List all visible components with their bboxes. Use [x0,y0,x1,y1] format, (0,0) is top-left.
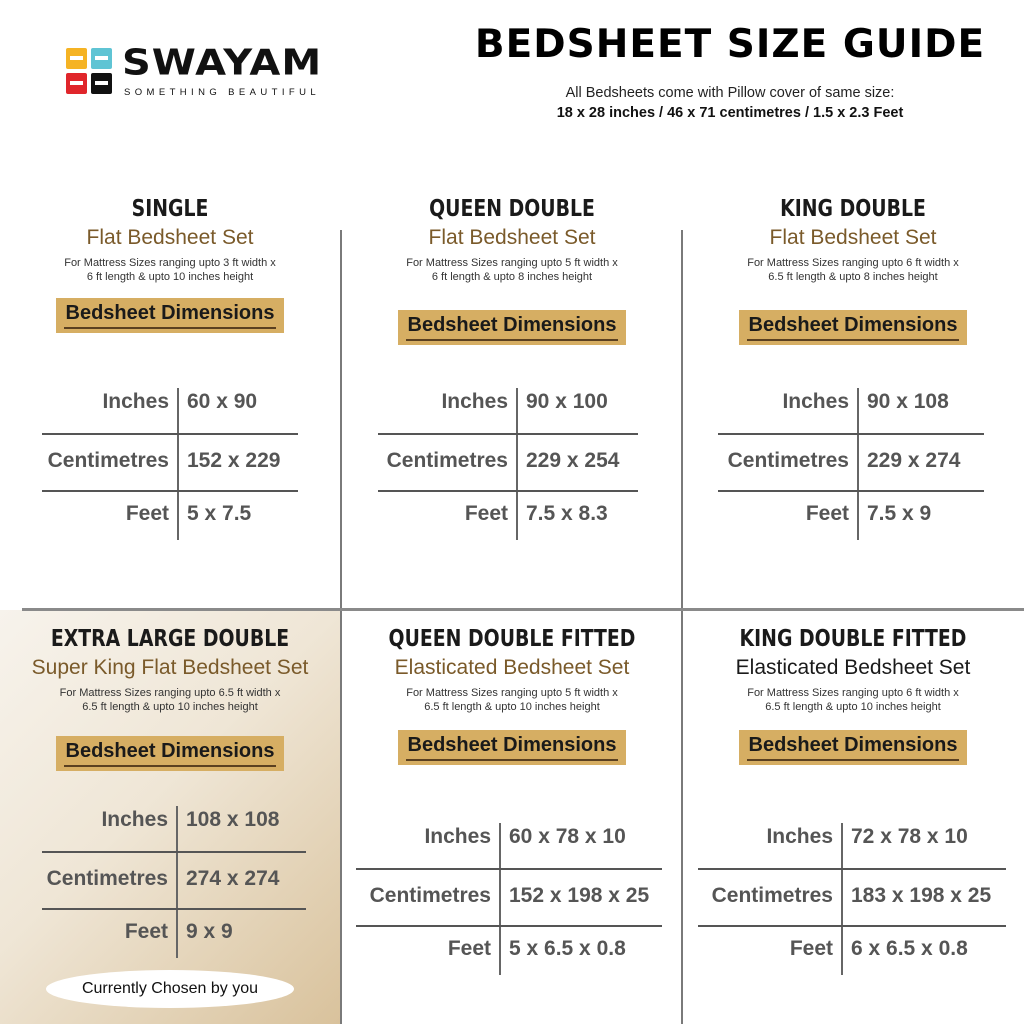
table-row [378,390,638,448]
dimensions-label [56,298,285,333]
row-value: 9 x 9 [186,920,233,943]
table-row [698,937,1006,995]
desc-line: 6.5 ft length & upto 10 inches height [424,701,600,713]
dimensions-label [56,736,285,771]
row-value: 108 x 108 [186,808,280,831]
row-label: Centimetres [711,884,833,907]
row-value: 5 x 6.5 x 0.8 [509,937,626,960]
desc-line: For Mattress Sizes ranging upto 5 ft width x [406,257,618,269]
brand-name: SWAYAM [122,42,323,84]
row-value: 152 x 229 [187,449,281,472]
brand-tagline: SOMETHING BEAUTIFUL [124,87,321,98]
row-label: Inches [102,390,169,413]
card-description [683,256,1023,284]
row-label: Inches [766,825,833,848]
card-title: SINGLE [131,196,209,222]
desc-line: For Mattress Sizes ranging upto 6.5 ft width x [59,687,281,699]
dimensions-label-text: Bedsheet Dimensions [64,740,277,767]
row-label: Feet [789,937,833,960]
row-label: Inches [424,825,491,848]
dimensions-table-king-double [718,388,984,540]
table-row [42,867,306,925]
desc-line: 6.5 ft length & upto 10 inches height [765,701,941,713]
table-row [718,449,984,507]
row-value: 60 x 78 x 10 [509,825,626,848]
desc-line: 6 ft length & upto 8 inches height [431,271,593,283]
row-label: Inches [441,390,508,413]
row-value: 7.5 x 9 [867,502,932,525]
desc-line: For Mattress Sizes ranging upto 6 ft width x [747,687,959,699]
row-label: Inches [782,390,849,413]
size-card-queen-double-fitted[interactable] [342,626,682,765]
card-title: KING DOUBLE [780,196,926,222]
table-row [356,884,662,942]
row-label: Centimetres [727,449,849,472]
dimensions-table-queen-double-fitted [356,823,662,975]
card-subtitle: Super King Flat Bedsheet Set [31,656,309,679]
card-title: QUEEN DOUBLE FITTED [388,626,636,652]
table-row [356,825,662,883]
row-value: 152 x 198 x 25 [509,884,650,907]
desc-line: 6 ft length & upto 10 inches height [86,271,254,283]
dimensions-label [398,310,627,345]
desc-line: For Mattress Sizes ranging upto 6 ft width x [747,257,959,269]
desc-line: For Mattress Sizes ranging upto 5 ft width x [406,687,618,699]
currently-chosen-badge: Currently Chosen by you [46,970,294,1008]
logo-mark-icon [66,48,112,94]
dimensions-label [398,730,627,765]
row-label: Centimetres [386,449,508,472]
table-row [698,825,1006,883]
row-label: Feet [805,502,849,525]
card-title: KING DOUBLE FITTED [739,626,967,652]
dimensions-label-text: Bedsheet Dimensions [64,302,277,329]
card-title: QUEEN DOUBLE [429,196,595,222]
card-description [0,256,340,284]
dimensions-label [739,310,968,345]
card-title: EXTRA LARGE DOUBLE [50,626,290,652]
row-value: 229 x 254 [526,449,620,472]
row-label: Centimetres [47,449,169,472]
dimensions-label-text: Bedsheet Dimensions [406,734,619,761]
row-value: 229 x 274 [867,449,961,472]
table-row [718,390,984,448]
page-title: BEDSHEET SIZE GUIDE [474,22,986,67]
card-description [342,256,682,284]
row-value: 183 x 198 x 25 [851,884,992,907]
pillow-note: All Bedsheets come with Pillow cover of same size: [565,85,895,101]
size-card-queen-double[interactable] [342,196,682,345]
dimensions-table-extra-large-double [42,806,306,958]
size-card-single[interactable] [0,196,340,333]
dimensions-label-text: Bedsheet Dimensions [747,314,960,341]
table-row [356,937,662,995]
card-subtitle: Flat Bedsheet Set [769,226,937,249]
row-label: Feet [124,920,168,943]
row-label: Feet [447,937,491,960]
row-value: 90 x 108 [867,390,949,413]
card-subtitle: Elasticated Bedsheet Set [394,656,630,679]
table-row [378,449,638,507]
table-row [42,502,298,560]
row-label: Feet [464,502,508,525]
table-row [378,502,638,560]
row-value: 90 x 100 [526,390,608,413]
row-value: 6 x 6.5 x 0.8 [851,937,968,960]
size-card-king-double[interactable] [683,196,1023,345]
row-value: 72 x 78 x 10 [851,825,968,848]
card-description [0,686,340,714]
pillow-size: 18 x 28 inches / 46 x 71 centimetres / 1.5 x 2.3 Feet [556,105,904,121]
dimensions-label-text: Bedsheet Dimensions [747,734,960,761]
row-label: Centimetres [46,867,168,890]
desc-line: For Mattress Sizes ranging upto 3 ft width x [64,257,276,269]
card-description [683,686,1023,714]
desc-line: 6.5 ft length & upto 8 inches height [768,271,938,283]
table-row [42,808,306,866]
row-label: Inches [101,808,168,831]
dimensions-table-queen-double [378,388,638,540]
brand-logo [66,42,356,100]
row-value: 5 x 7.5 [187,502,252,525]
card-description [342,686,682,714]
row-value: 60 x 90 [187,390,258,413]
table-row [42,390,298,448]
dimensions-table-single [42,388,298,540]
card-subtitle: Flat Bedsheet Set [428,226,596,249]
size-card-king-double-fitted[interactable] [683,626,1023,765]
table-row [42,449,298,507]
dimensions-table-king-double-fitted [698,823,1006,975]
table-row [698,884,1006,942]
row-value: 7.5 x 8.3 [526,502,608,525]
dimensions-label-text: Bedsheet Dimensions [406,314,619,341]
size-card-extra-large-double[interactable] [0,626,340,771]
dimensions-label [739,730,968,765]
row-label: Feet [125,502,169,525]
card-subtitle: Elasticated Bedsheet Set [735,656,971,679]
row-value: 274 x 274 [186,867,280,890]
grid-divider-h [22,608,1024,611]
table-row [718,502,984,560]
desc-line: 6.5 ft length & upto 10 inches height [82,701,258,713]
card-subtitle: Flat Bedsheet Set [86,226,254,249]
row-label: Centimetres [369,884,491,907]
